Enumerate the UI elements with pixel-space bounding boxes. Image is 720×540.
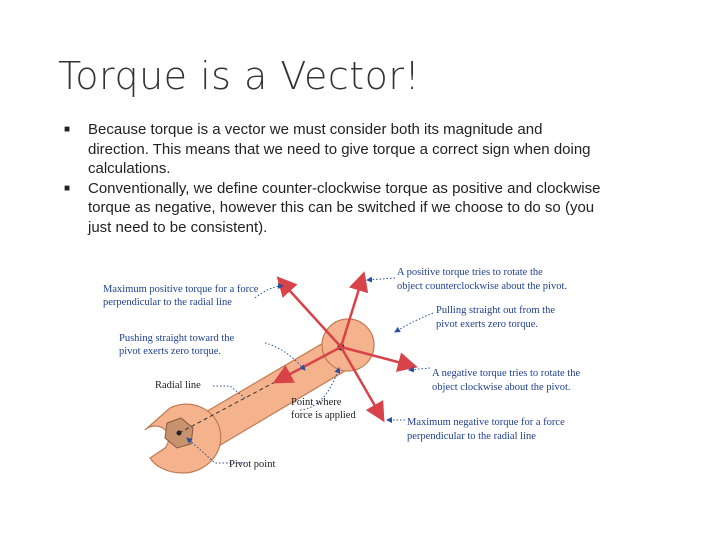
bullet-text: Conventionally, we define counter-clockwise torque as positive and clockwise torque as negative, however this can be switched if we choose to do so (you just need to be consistent). [88,179,601,236]
wrench-torque-diagram [95,258,615,478]
label-negative-line2: object clockwise about the pivot. [432,382,571,393]
label-pulling-line2: pivot exerts zero torque. [436,319,539,330]
label-point-where-line2: force is applied [291,410,356,421]
slide-title: Torque is a Vector! [58,54,421,98]
square-bullet-icon: ■ [64,124,71,135]
label-max-positive-line2: perpendicular to the radial line [103,297,232,308]
square-bullet-icon: ■ [64,182,71,194]
label-negative-line1: A negative torque tries to rotate the [432,368,581,379]
label-positive-line2: object counterclockwise about the pivot. [397,281,567,292]
bullet-item [64,120,604,179]
label-max-negative-line2: perpendicular to the radial line [407,431,536,442]
label-pulling-line1: Pulling straight out from the [436,305,555,316]
bullet-list [64,120,604,237]
label-pushing-line1: Pushing straight toward the [119,333,235,344]
bullet-text: Because torque is a vector we must consider both its magnitude and direction. This means that we need to give torque a correct sign when doing calculations. [88,121,591,177]
label-max-positive-line1: Maximum positive torque for a force [103,284,259,295]
label-positive-line1: A positive torque tries to rotate the [397,267,543,278]
label-pivot-point: Pivot point [229,459,276,470]
label-pushing-line2: pivot exerts zero torque. [119,346,222,357]
label-point-where-line1: Point where [291,397,342,408]
bullet-item [64,179,604,238]
label-radial-line: Radial line [155,380,201,391]
label-max-negative-line1: Maximum negative torque for a force [407,417,565,428]
pivot-dot [177,431,182,436]
